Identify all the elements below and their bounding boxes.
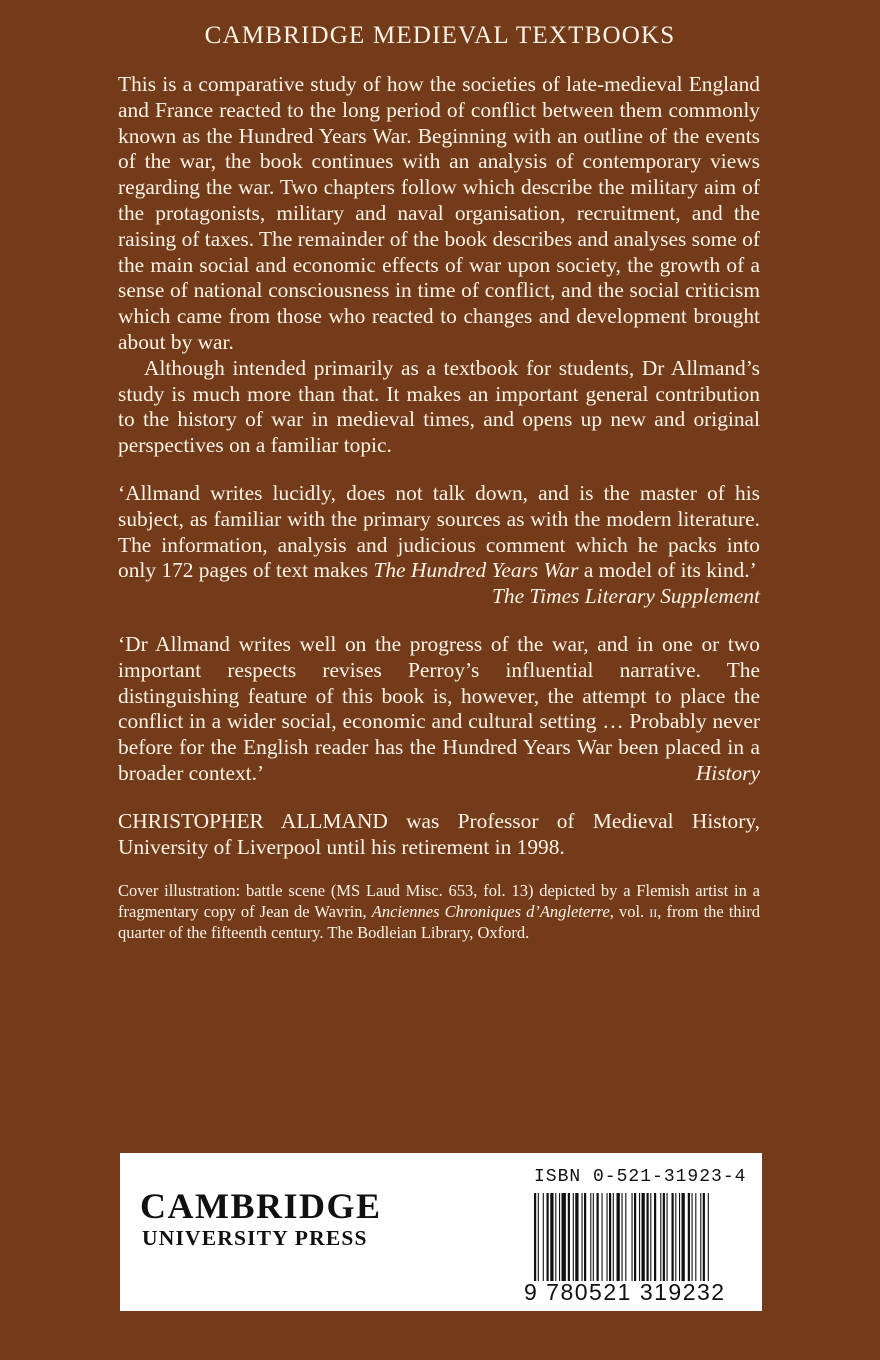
cover-note-part-2: , vol. [609, 902, 650, 922]
barcode-icon [534, 1193, 744, 1281]
cover-note-part-1: Cover illustration: battle scene (MS Laud Misc. 653, fol. 13) depicted by a Flemish artist in a fragmentary copy of Jean de Wavrin, [118, 881, 760, 922]
publisher-barcode-panel [120, 1153, 762, 1311]
description-paragraph-2: Although intended primarily as a textbook for students, Dr Allmand’s study is much more than that. It makes an important general contribution to the history of war in medieval times, and opens up new and original perspectives on a familiar topic. [118, 355, 760, 458]
cover-note-volume: ii [649, 902, 658, 922]
review-source-2: History [695, 760, 760, 785]
publisher-logo-line-1: CAMBRIDGE [140, 1186, 382, 1226]
cover-note-part-3: , from the third quarter of the fifteenth century. The Bodleian Library, Oxford. [118, 902, 760, 943]
description-paragraph-1: This is a comparative study of how the societies of late-medieval England and France reacted to the long period of conflict between them commonly known as the Hundred Years War. Beginning with an outline of the events of the war, the book continues with an analysis of contemporary views regarding the war. Two chapters follow which describe the military aim of the protagonists, military and naval organisation, recruitment, and the raising of taxes. The remainder of the book describes and analyses some of the main social and economic effects of war upon society, the growth of a sense of national consciousness in time of conflict, and the social criticism which came from those who reacted to changes and development brought about by war. [118, 72, 760, 354]
book-title: The Hundred Years War [373, 558, 579, 583]
ean-number: 9 780521 319232 [524, 1279, 726, 1305]
publisher-logo-line-2: UNIVERSITY PRESS [142, 1226, 368, 1250]
review-quote-1-text: ‘Allmand writes lucidly, does not talk down, and is the master of his subject, as familiar with the primary sources as with the modern literature. The information, analysis and judicious comment which he packs into only 172 pages of text makes [118, 480, 760, 583]
cover-illustration-note [118, 880, 760, 943]
isbn-label: ISBN 0-521-31923-4 [534, 1167, 747, 1187]
series-title: CAMBRIDGE MEDIEVAL TEXTBOOKS [204, 22, 676, 49]
author-bio: CHRISTOPHER ALLMAND was Professor of Medieval History, University of Liverpool until his retirement in 1998. [118, 808, 760, 859]
review-quote-1-end: a model of its kind.’ [578, 558, 757, 583]
cover-note-source-title: Anciennes Chroniques d’Angleterre [371, 902, 610, 922]
review-source-1: The Times Literary Supplement [492, 584, 760, 609]
review-quote-1 [118, 481, 760, 584]
back-cover-text [118, 72, 760, 943]
review-quote-2-text: ‘Dr Allmand writes well on the progress of the war, and in one or two important respects revises Perroy’s influential narrative. The distinguishing feature of this book is, however, the attempt to place the conflict in a wider social, economic and cultural setting … Probably never before for the English reader has the Hundred Years War been placed in a broader context.’ [118, 631, 760, 785]
